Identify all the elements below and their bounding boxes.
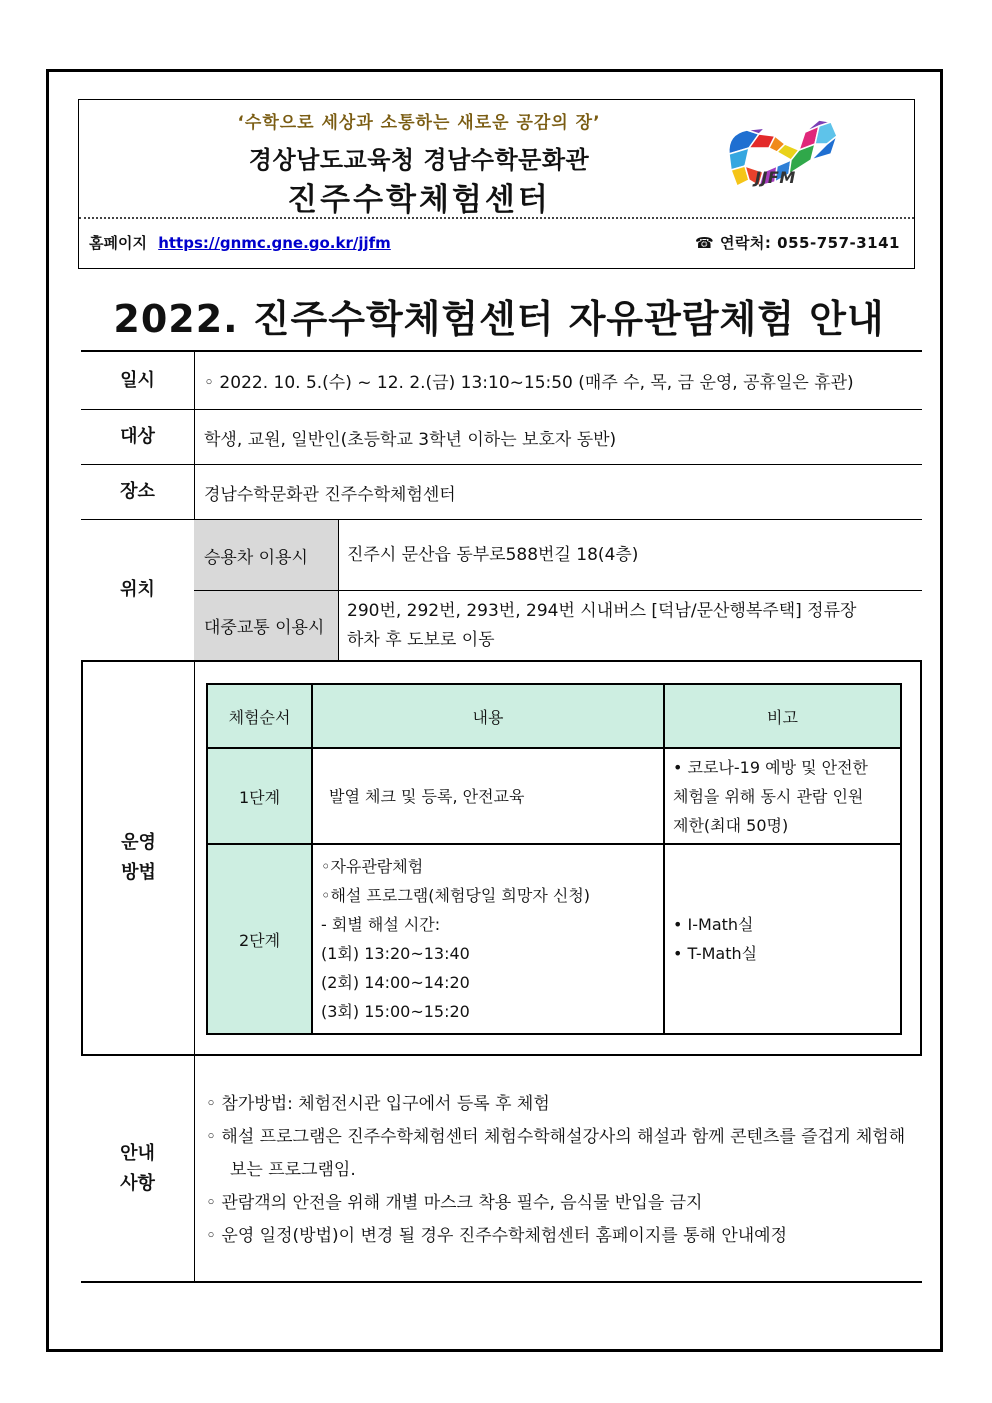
place-value: 경남수학문화관 진주수학체험센터 [204, 484, 456, 505]
content-cell [312, 844, 664, 1034]
location-transit [194, 591, 922, 660]
table-row [207, 748, 901, 844]
slogan: ‘수학으로 세상과 소통하는 새로운 공감의 장’ [237, 113, 601, 133]
operation-label [83, 662, 195, 1054]
notes-item: ◦ 관람객의 안전을 위해 개별 마스크 착용 필수, 음식물 반입을 금지 [206, 1193, 703, 1213]
notes-label-line2: 사항 [120, 1172, 155, 1194]
logo-text: JJFM [755, 168, 796, 187]
document-title: 2022. 진주수학체험센터 자유관람체험 안내 [113, 297, 885, 341]
row-operation [81, 660, 922, 1056]
operation-table-header [207, 684, 901, 748]
header-content: 내용 [312, 684, 664, 748]
car-label: 승용차 이용시 [194, 520, 339, 590]
date-value: ◦ 2022. 10. 5.(수) ~ 12. 2.(금) 13:10~15:50 (매주 수, 목, 금 운영, 공휴일은 휴관) [204, 373, 854, 393]
content-line: (3회) 15:00~15:20 [321, 1002, 470, 1021]
notes-item: ◦ 운영 일정(방법)이 변경 될 경우 진주수학체험센터 홈페이지를 통해 안내예정 [206, 1226, 788, 1246]
note-line: • I-Math실 [673, 915, 754, 934]
row-date [81, 352, 922, 410]
homepage-label: 홈페이지 [89, 234, 147, 252]
note-line: 체험을 위해 동시 관람 인원 [673, 786, 864, 806]
content-cell: 발열 체크 및 등록, 안전교육 [312, 748, 664, 844]
operation-label-line2: 방법 [121, 862, 156, 883]
note-cell [664, 748, 901, 844]
row-location [81, 520, 922, 660]
note-line: • 코로나-19 예방 및 안전한 [673, 757, 869, 777]
phone-icon: ☎ [695, 234, 715, 252]
target-value: 학생, 교원, 일반인(초등학교 3학년 이하는 보호자 동반) [204, 429, 617, 450]
step-cell: 2단계 [207, 844, 312, 1034]
content-line: - 회별 해설 시간: [321, 915, 441, 934]
notes-label [81, 1056, 195, 1281]
homepage-link[interactable]: https://gnmc.gne.go.kr/jjfm [158, 234, 391, 252]
header-box [78, 99, 915, 269]
note-line: 제한(최대 50명) [673, 815, 789, 835]
transit-value-line1: 290번, 292번, 293번, 294번 시내버스 [덕남/문산행복주택] 정류장 [347, 600, 857, 621]
notes-item: ◦ 해설 프로그램은 진주수학체험센터 체험수학해설강사의 해설과 함께 콘텐츠를 즐겁게 체험해 보는 프로그램임. [206, 1127, 906, 1180]
row-place [81, 465, 922, 520]
operation-table [206, 683, 902, 1035]
contact-label: 연락처: [719, 234, 772, 252]
transit-value-line2: 하차 후 도보로 이동 [347, 629, 495, 650]
contact-number: 055-757-3141 [777, 234, 900, 252]
center-name: 진주수학체험센터 [287, 182, 551, 218]
car-value: 진주시 문산읍 동부로588번길 18(4층) [347, 544, 639, 565]
dotted-divider [79, 217, 914, 219]
header-note: 비고 [664, 684, 901, 748]
date-label: 일시 [81, 352, 195, 409]
note-line: • T-Math실 [673, 944, 758, 963]
row-notes [81, 1056, 922, 1283]
transit-value [339, 591, 922, 660]
contact-info [695, 232, 900, 253]
notes-item: ◦ 참가방법: 체험전시관 입구에서 등록 후 체험 [206, 1094, 550, 1114]
operation-label-line1: 운영 [121, 832, 156, 853]
content-line: (1회) 13:20~13:40 [321, 944, 470, 963]
notes-label-line1: 안내 [120, 1142, 155, 1164]
step-cell: 1단계 [207, 748, 312, 844]
content-line: ◦해설 프로그램(체험당일 희망자 신청) [321, 886, 591, 905]
homepage-info [89, 232, 391, 253]
note-cell [664, 844, 901, 1034]
content-line: (2회) 14:00~14:20 [321, 973, 470, 992]
notes-list [206, 1088, 916, 1253]
organization-name: 경상남도교육청 경남수학문화관 [248, 146, 590, 174]
row-target [81, 410, 922, 465]
target-label: 대상 [81, 410, 195, 464]
header-step: 체험순서 [207, 684, 312, 748]
location-label: 위치 [81, 520, 195, 660]
content-line: ◦자유관람체험 [321, 857, 424, 876]
place-label: 장소 [81, 465, 195, 519]
table-row [207, 844, 901, 1034]
transit-label: 대중교통 이용시 [194, 591, 339, 660]
location-car [194, 520, 922, 591]
